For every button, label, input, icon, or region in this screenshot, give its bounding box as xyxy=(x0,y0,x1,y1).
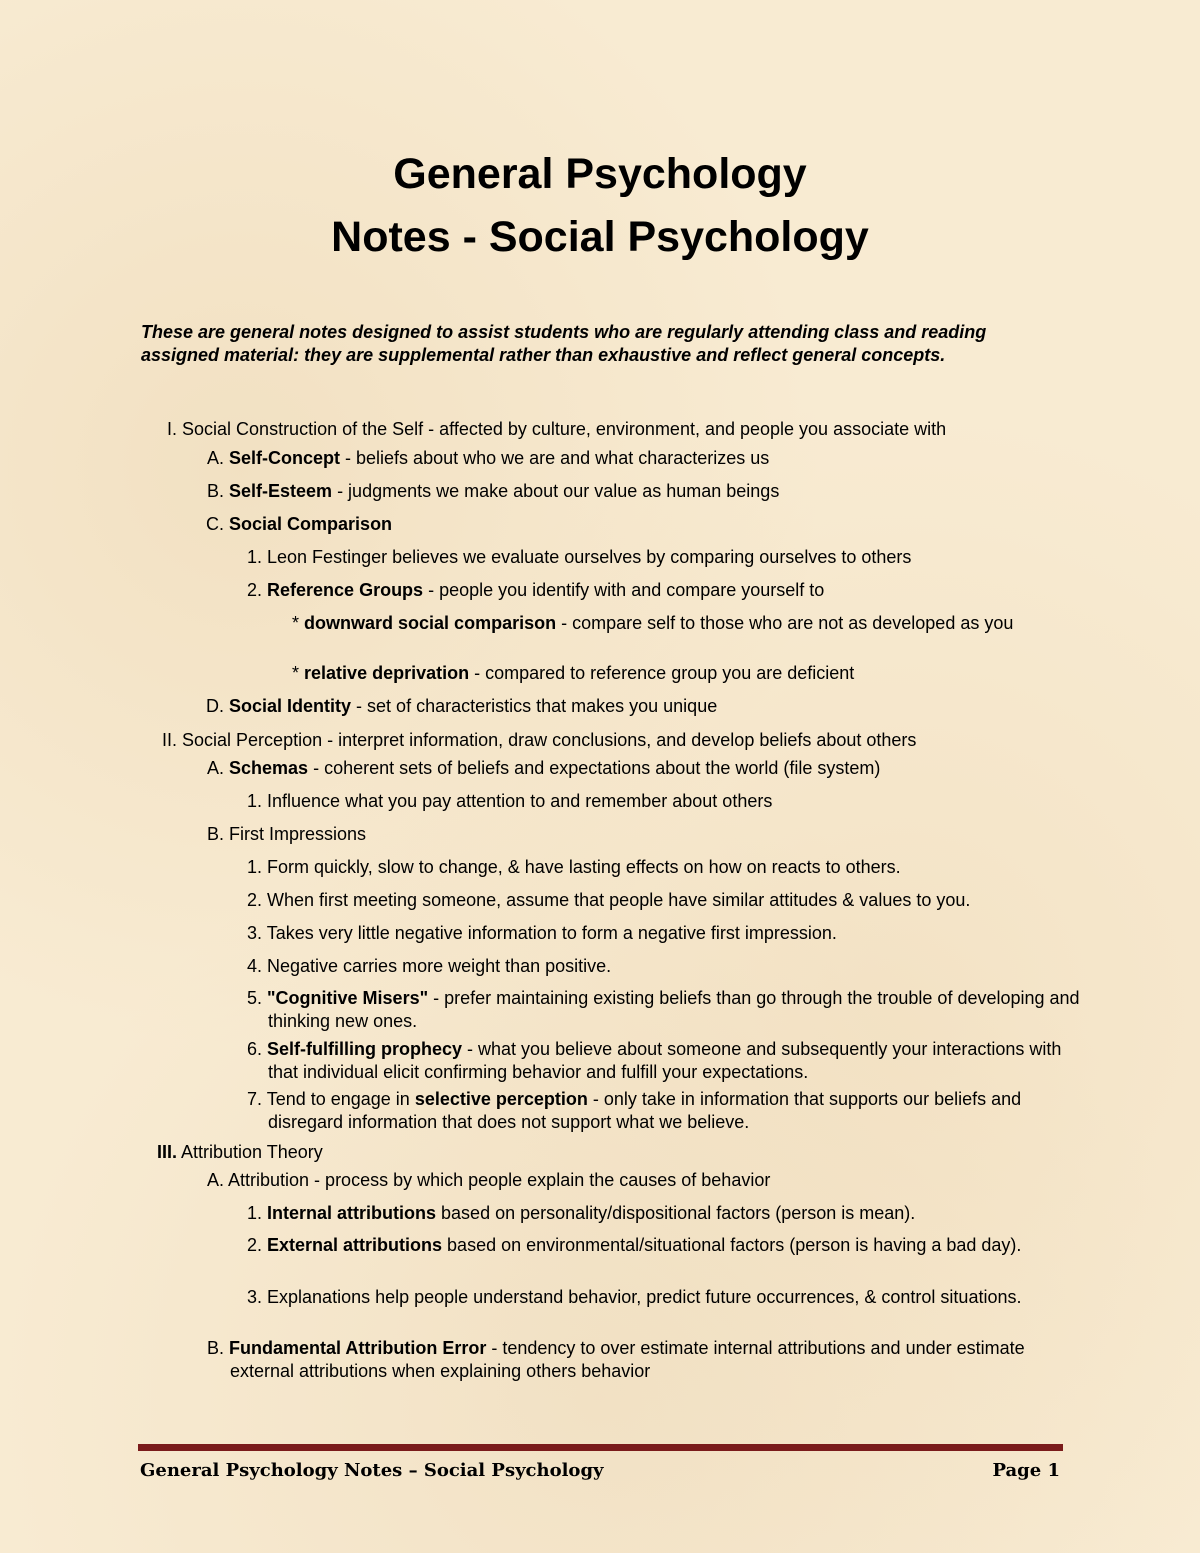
outline-item xyxy=(198,757,880,780)
outline-item xyxy=(240,987,1088,1033)
outline-item xyxy=(240,856,901,879)
item-term: Self-fulfilling prophecy xyxy=(267,1039,463,1059)
outline-item xyxy=(240,922,837,945)
outline-item xyxy=(240,1038,1088,1084)
item-text: based on environmental/situational factors (person is having a bad day). xyxy=(442,1235,1022,1255)
item-number: 5. xyxy=(246,988,262,1008)
item-text: - only take in information that supports our beliefs and disregard information that does not support what we believe. xyxy=(268,1089,1022,1132)
outline-item xyxy=(198,1169,770,1192)
item-text: - compare self to those who are not as developed as you xyxy=(556,613,1014,633)
item-number: 6. xyxy=(246,1039,262,1059)
page-number: Page 1 xyxy=(992,1460,1060,1481)
item-text: - coherent sets of beliefs and expectations about the world (file system) xyxy=(308,758,881,778)
title-line-2: Notes - Social Psychology xyxy=(331,213,869,261)
bullet-star: * xyxy=(292,613,300,633)
item-text: Social Perception - interpret information, draw conclusions, and develop beliefs about others xyxy=(182,730,917,750)
item-text: Leon Festinger believes we evaluate ourselves by comparing ourselves to others xyxy=(267,547,912,567)
outline-bullet xyxy=(292,612,1068,635)
item-text: Influence what you pay attention to and remember about others xyxy=(267,791,773,811)
item-number: A. xyxy=(206,1170,224,1190)
item-text: - tendency to over estimate internal attributions and under estimate external attributions when explaining others behavior xyxy=(230,1338,1025,1381)
outline-item xyxy=(143,1141,323,1164)
item-text: - judgments we make about our value as human beings xyxy=(332,481,780,501)
footer-rule xyxy=(138,1444,1063,1451)
outline-item xyxy=(240,546,911,569)
item-number: 2. xyxy=(246,890,262,910)
item-text: Social Construction of the Self - affected by culture, environment, and people you associate with xyxy=(182,419,947,439)
item-text: - beliefs about who we are and what characterizes us xyxy=(340,448,770,468)
item-text: - set of characteristics that makes you unique xyxy=(351,696,718,716)
item-number: 4. xyxy=(246,956,262,976)
outline-item xyxy=(240,889,970,912)
outline-item xyxy=(198,1337,1090,1383)
item-number: I. xyxy=(166,419,177,439)
item-text: Attribution Theory xyxy=(181,1142,323,1162)
item-number: 2. xyxy=(246,1235,262,1255)
item-text: Negative carries more weight than positive. xyxy=(267,956,612,976)
item-term: Schemas xyxy=(229,758,309,778)
item-text: - compared to reference group you are deficient xyxy=(469,663,855,683)
outline-item xyxy=(143,729,916,752)
item-term: Internal attributions xyxy=(267,1203,437,1223)
item-number: D. xyxy=(206,696,224,716)
item-term: downward social comparison xyxy=(304,613,557,633)
outline-item xyxy=(198,480,779,503)
item-prefix: Tend to engage in xyxy=(266,1089,415,1109)
item-number: 7. xyxy=(246,1089,262,1109)
item-number: III. xyxy=(156,1142,177,1162)
item-number: C. xyxy=(206,514,224,534)
item-text: based on personality/dispositional factors (person is mean). xyxy=(436,1203,916,1223)
item-term: Fundamental Attribution Error xyxy=(229,1338,487,1358)
item-number: 3. xyxy=(246,923,262,943)
outline-item xyxy=(240,955,611,978)
item-number: 1. xyxy=(246,857,262,877)
item-number: II. xyxy=(161,730,177,750)
item-number: A. xyxy=(206,758,224,778)
footer-title: General Psychology Notes – Social Psychology xyxy=(140,1460,604,1481)
outline-item xyxy=(198,823,366,846)
item-number: 3. xyxy=(246,1287,262,1307)
item-term: Social Comparison xyxy=(229,514,393,534)
item-term: relative deprivation xyxy=(304,663,470,683)
item-text: - prefer maintaining existing beliefs than go through the trouble of developing and thinking new ones. xyxy=(268,988,1080,1031)
item-text: Form quickly, slow to change, & have lasting effects on how on reacts to others. xyxy=(267,857,901,877)
outline-item xyxy=(240,579,824,602)
outline-item xyxy=(240,1202,915,1225)
item-number: 1. xyxy=(246,547,262,567)
item-text: Takes very little negative information to form a negative first impression. xyxy=(266,923,837,943)
item-number: A. xyxy=(206,448,224,468)
outline-item xyxy=(240,1286,1088,1309)
outline-item xyxy=(240,1088,1088,1134)
item-number: B. xyxy=(206,481,224,501)
bullet-star: * xyxy=(292,663,300,683)
item-number: 1. xyxy=(246,791,262,811)
outline-item xyxy=(143,418,946,441)
outline-item xyxy=(240,1234,1088,1257)
item-term: "Cognitive Misers" xyxy=(267,988,429,1008)
item-text: Explanations help people understand behavior, predict future occurrences, & control situations. xyxy=(267,1287,1022,1307)
outline-item xyxy=(240,790,772,813)
item-text: - what you believe about someone and subsequently your interactions with that individual elicit confirming behavior and fulfill your expectations. xyxy=(268,1039,1062,1082)
item-text: When first meeting someone, assume that people have similar attitudes & values to you. xyxy=(267,890,971,910)
item-text: Attribution - process by which people explain the causes of behavior xyxy=(228,1170,771,1190)
item-number: B. xyxy=(206,1338,224,1358)
item-term: External attributions xyxy=(267,1235,443,1255)
outline-item xyxy=(198,513,392,536)
item-number: 2. xyxy=(246,580,262,600)
intro-paragraph: These are general notes designed to assist students who are regularly attending class and reading assigned material: they are supplemental rather than exhaustive and reflect general concepts. xyxy=(141,322,987,365)
item-term: Self-Concept xyxy=(229,448,341,468)
outline-bullet xyxy=(292,662,854,685)
title-line-1: General Psychology xyxy=(393,150,807,198)
outline-item xyxy=(198,695,717,718)
outline-item xyxy=(198,447,769,470)
item-term: Social Identity xyxy=(229,696,352,716)
item-number: B. xyxy=(206,824,224,844)
item-term: Self-Esteem xyxy=(229,481,333,501)
item-text: - people you identify with and compare yourself to xyxy=(423,580,825,600)
item-term: selective perception xyxy=(414,1089,588,1109)
item-text: First Impressions xyxy=(229,824,367,844)
item-term: Reference Groups xyxy=(267,580,424,600)
item-number: 1. xyxy=(246,1203,262,1223)
